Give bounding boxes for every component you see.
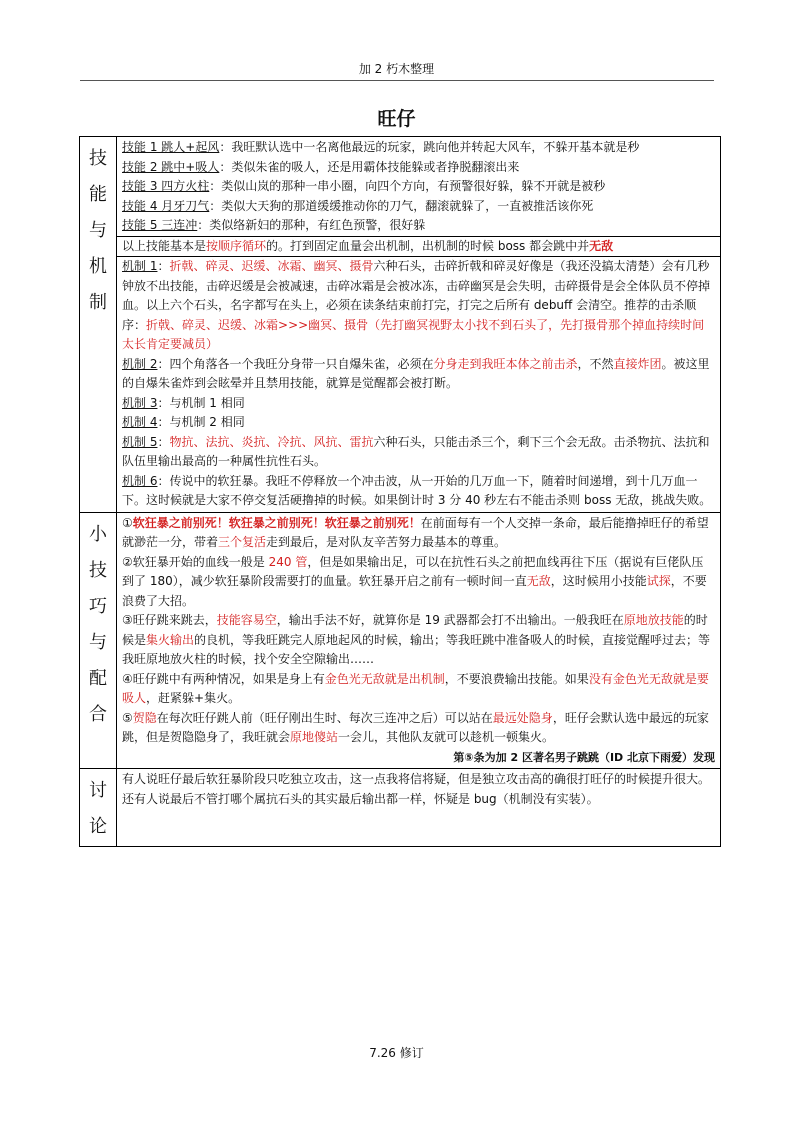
skill-line (122, 216, 715, 236)
label-char: 与 (89, 631, 107, 653)
mechanic-highlight: 分身走到我旺本体之前击杀 (433, 356, 578, 371)
mechanic-stones: 折戟、碎灵、迟缓、冰霜、幽冥、摄骨 (169, 259, 374, 273)
mechanics-list (117, 256, 720, 511)
tip-warning: 软狂暴之前别死！软狂暴之前别死！软狂暴之前别死！ (132, 515, 421, 530)
section-content-discussion (117, 769, 721, 847)
tip-credit: 第⑤条为加 2 区著名男子跳跳（ID 北京下雨爱）发现 (453, 750, 715, 764)
page-footer: 7.26 修订 (369, 1046, 424, 1060)
skill-desc: ：类似络新妇的那种，有红色预警，很好躲 (197, 218, 426, 232)
tip-number: ① (122, 515, 133, 530)
label-char: 机 (89, 256, 107, 277)
tip-number: ⑤ (122, 710, 133, 725)
section-tips (80, 512, 721, 769)
tip-highlight: 集火输出 (146, 632, 195, 647)
mechanic-desc: ：与机制 2 相同 (157, 415, 245, 429)
tip-text: 在前面每有一个人交掉一条命，最后能撸掉旺仔的希望就渺茫一分，带着 (122, 515, 709, 549)
mechanic-1 (122, 257, 715, 355)
tip-highlight: 金色光无敌就是出机制 (324, 671, 445, 686)
tip-highlight: 无敌 (526, 574, 551, 588)
mechanic-desc: ：四个角落各一个我旺分身带一只自爆朱雀，必须在 (157, 356, 434, 371)
label-char: 与 (89, 220, 107, 241)
label-char: 合 (89, 703, 107, 725)
tip-text: 一会儿，其他队友就可以趁机一顿集火。 (338, 730, 555, 744)
tip-highlight: 原地傻站 (290, 730, 339, 744)
skill-line (122, 197, 715, 217)
page-title: 旺仔 (377, 108, 416, 130)
skill-name: 技能 5 三连冲 (122, 218, 198, 232)
mechanic-highlight: 直接炸团 (613, 356, 662, 371)
mechanic-3 (122, 394, 715, 414)
tip-highlight: 没有金色光无敌就是要吸人 (122, 671, 709, 705)
skill-desc: ：类似朱雀的吸人，还是用霸体技能躲或者挣脱翻滚出来 (219, 159, 520, 174)
mechanic-5 (122, 433, 715, 472)
discussion-paragraph: 有人说旺仔最后软狂暴阶段只吃独立攻击，这一点我将信将疑，但是独立攻击高的确很打旺仔的时候提升很大。 (122, 772, 711, 786)
mechanic-name: 机制 2 (122, 356, 158, 371)
mechanic-name: 机制 5 (122, 434, 158, 449)
skill-line (122, 177, 715, 197)
section-label-discussion (80, 769, 117, 847)
tip-highlight: 原地放技能 (623, 613, 684, 627)
skill-line (122, 158, 715, 178)
mechanic-stones: 物抗、法抗、炎抗、冷抗、风抗、雷抗 (169, 434, 374, 449)
tip-highlight: 240 管 (268, 554, 308, 569)
label-char: 能 (89, 184, 107, 205)
skill-name: 技能 1 跳人+起风 (122, 140, 220, 154)
tip-text: 在每次旺仔跳人前（旺仔刚出生时、每次三连冲之后）可以站在 (156, 710, 493, 725)
skill-desc: ：类似山岚的那种一串小圈，向四个方向，有预警很好躲，躲不开就是被秒 (209, 179, 606, 193)
label-char: 技 (89, 148, 107, 169)
mechanic-desc: 。被这里的自爆朱雀炸到会眩晕并且禁用技能，就算是觉醒都会被打断。 (122, 356, 710, 390)
mechanic-desc: 六种石头，只能击杀三个，剩下三个会无敌。击杀物抗、法抗和队伍里输出最高的一种属性抗性石头。 (122, 434, 710, 468)
cycle-highlight: 按顺序循环 (206, 238, 267, 253)
tip-text: 走到最后，是对队友辛苦努力最基本的尊重。 (266, 535, 507, 549)
mechanic-desc: 六种石头，击碎折戟和碎灵好像是（我还没搞太清楚）会有几秒钟放不出技能，击碎迟缓是会被减速，击碎冰霜是会被冰冻，击碎幽冥是会失明，击碎摄骨是会全体队员不停掉血。以上六个石头，名字都写在头上，必须在读条结束前打完，打完之后所有 debuff 会清空。推荐的击杀顺序： (122, 259, 711, 332)
label-char: 小 (89, 523, 107, 545)
mechanic-6 (122, 472, 715, 511)
label-char: 巧 (89, 595, 107, 617)
mechanic-desc: ：传说中的软狂暴。我旺不停释放一个冲击波，从一开始的几万血一下，随着时间递增，到十几万血一下。这时候就是大家不停交复活硬撸掉的时候。如果倒计时 3 分 40 秒左右不能击杀则 boss 无敌，挑战失败。 (122, 473, 712, 507)
label-char: 技 (89, 559, 107, 581)
cycle-invincible: 无敌 (589, 238, 614, 253)
section-content-tips (117, 512, 721, 769)
tip-highlight: 三个复活 (218, 535, 267, 549)
section-content-skills (117, 137, 721, 513)
tip-text: ，旺仔会默认选中最远的玩家跳，但是贺隐隐身了，我旺就会 (122, 710, 709, 744)
tip-text: ，但是如果输出足，可以在抗性石头之前把血线再往下压（据说有巨佬队压到了 180），减少软狂暴阶段需要打的血量。软狂暴开启之前有一顿时间一直 (122, 554, 704, 588)
tip-highlight: 贺隐 (132, 710, 157, 725)
mechanic-name: 机制 3 (122, 395, 158, 410)
label-char: 讨 (89, 780, 107, 801)
skill-desc: ：我旺默认选中一名离他最远的玩家，跳向他并转起大风车，不躲开基本就是秒 (219, 140, 640, 154)
tip-number: ③ (122, 613, 133, 627)
cycle-text: 以上技能基本是 (122, 238, 207, 253)
cycle-note (117, 236, 720, 257)
tip-text: ，输出手法不好，就算你是 19 武器都会打不出输出。一般我旺在 (276, 613, 624, 627)
kill-order: 折戟、碎灵、迟缓、冰霜>>>幽冥、摄骨（先打幽冥视野太小找不到石头了，先打摄骨那个掉血持续时间太长肯定要减员） (122, 317, 705, 351)
mechanic-colon: ： (157, 259, 170, 273)
mechanic-name: 机制 4 (122, 415, 158, 429)
tip-number: ② (122, 554, 133, 569)
label-char: 论 (89, 816, 107, 837)
skill-list (122, 138, 715, 236)
tip-2 (122, 553, 715, 612)
tip-text: ，不要浪费了大招。 (122, 574, 707, 608)
tip-highlight: 技能容易空 (216, 613, 277, 627)
tip-text: ，赶紧躲+集火。 (146, 691, 241, 705)
mechanic-name: 机制 1 (122, 259, 158, 273)
mechanic-name: 机制 6 (122, 473, 158, 488)
tip-text: 旺仔跳来跳去， (132, 613, 217, 627)
tip-5 (122, 709, 715, 748)
tip-text: ，这时候用小技能 (550, 574, 647, 588)
mechanic-colon: ： (157, 434, 170, 449)
mechanic-4 (122, 413, 715, 433)
cycle-text: 的。打到固定血量会出机制，出机制的时候 boss 都会跳中并 (266, 238, 590, 253)
mechanic-2 (122, 355, 715, 394)
skill-desc: ：类似大天狗的那道缓缓推动你的刀气，翻滚就躲了，一直被推活该你死 (209, 198, 594, 213)
tip-text: 的良机，等我旺跳完人原地起风的时候，输出；等我旺跳中准备吸人的时候，直接觉醒呼过去；等我旺原地放火柱的时候，找个安全空隙输出…… (122, 632, 711, 666)
section-label-tips (80, 512, 117, 769)
skill-name: 技能 2 跳中+吸人 (122, 159, 220, 174)
tip-highlight: 试探 (646, 574, 671, 588)
guide-table (79, 136, 721, 847)
section-discussion (80, 769, 721, 847)
skill-name: 技能 3 四方火柱 (122, 179, 210, 193)
tip-3 (122, 611, 715, 670)
tip-4 (122, 670, 715, 709)
section-label-skills (80, 137, 117, 513)
tip-text: ，不要浪费输出技能。如果 (444, 671, 589, 686)
tip-text: 软狂暴开始的血线一般是 (132, 554, 269, 569)
tip-text: 的时候是 (122, 613, 708, 647)
header-divider (80, 80, 714, 81)
tip-text: 旺仔跳中有两种情况，如果是身上有 (132, 671, 325, 686)
label-char: 配 (89, 667, 107, 689)
tip-1 (122, 514, 715, 553)
label-char: 制 (89, 292, 107, 313)
tip-highlight: 最远处隐身 (492, 710, 553, 725)
section-skills (80, 137, 721, 513)
skill-name: 技能 4 月牙刀气 (122, 198, 210, 213)
mechanic-desc: ，不然 (577, 356, 614, 371)
page-header: 加 2 朽木整理 (358, 62, 435, 76)
discussion-paragraph: 还有人说最后不管打哪个属抗石头的其实最后输出都一样，怀疑是 bug（机制没有实装）。 (122, 791, 599, 806)
skill-line (122, 138, 715, 158)
tip-number: ④ (122, 671, 133, 686)
mechanic-desc: ：与机制 1 相同 (157, 395, 245, 410)
